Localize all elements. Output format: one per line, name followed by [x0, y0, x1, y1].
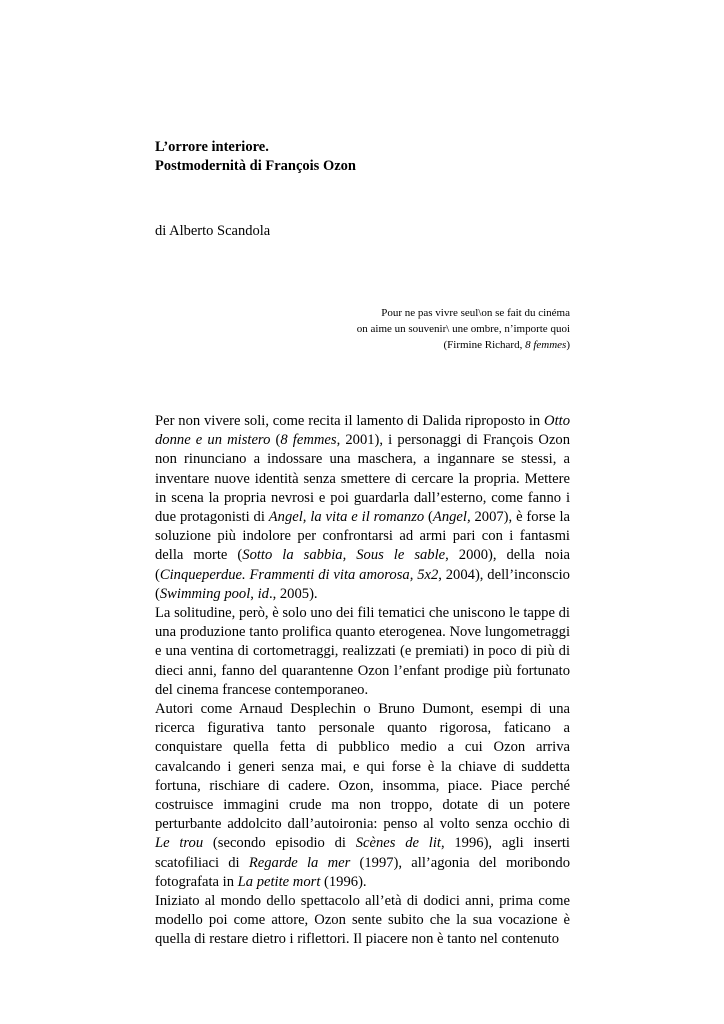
paragraph-text: , 2004), dell’inconscio (	[155, 566, 570, 602]
epigraph-line-1: Pour ne pas vivre seul\on se fait du cinéma	[381, 307, 570, 319]
paragraph-text: (1996).	[320, 873, 367, 890]
paragraph-text: Iniziato al mondo dello spettacolo all’età di dodici anni, prima come modello poi come attore, Ozon sente subito che la sua vocazione è quella di restare dietro i riflettori. Il piacere non è tanto nel contenuto	[155, 893, 570, 948]
italic-title-text: 8 femmes	[280, 432, 337, 449]
italic-title-text: Otto donne e un mistero	[155, 413, 570, 449]
article-title	[155, 138, 356, 176]
italic-title-text: Angel,	[432, 509, 471, 526]
italic-title-text: Regarde la mer	[248, 854, 351, 871]
epigraph-attribution-prefix: (Firmine Richard,	[443, 339, 526, 351]
title-line-1: L’orrore interiore.	[155, 139, 269, 155]
body-paragraph	[155, 700, 570, 892]
paragraph-text: Per non vivere soli, come recita il lamento di Dalida riproposto in	[155, 413, 545, 429]
italic-title-text: Swimming pool	[159, 585, 251, 602]
paragraph-text: (	[424, 509, 433, 526]
paragraph-text: ., 2005).	[268, 585, 318, 602]
paragraph-text: , 2000), della noia (	[155, 547, 571, 583]
body-paragraph	[155, 604, 570, 700]
italic-title-text: Sotto la sabbia, Sous le sable	[242, 547, 446, 564]
italic-title-text: Scènes de lit	[355, 835, 441, 852]
article-body	[155, 412, 570, 950]
italic-title-text: Cinqueperdue. Frammenti di vita amorosa, 5x2	[159, 566, 439, 583]
epigraph-attribution-suffix: )	[566, 339, 570, 351]
paragraph-text: , 2001), i personaggi di François Ozon non rinunciano a indossare una maschera, a ingannare se stessi, a inventare nuove identità senza smettere di cercare la propria. Mettere in scena la propria nevrosi e poi guardarla dall’esterno, come fanno i due protagonisti di	[155, 432, 571, 526]
paragraph-text: , 1996), agli inserti scatofiliaci di	[155, 835, 570, 871]
paragraph-text: (secondo episodio di	[203, 835, 356, 852]
epigraph-line-2: on aime un souvenir\ une ombre, n’importe quoi	[356, 323, 570, 335]
italic-title-text: Angel, la vita e il romanzo	[268, 509, 425, 526]
paragraph-text: 2007), è forse la soluzione più indolore per confrontarsi ad armi pari con i fantasmi della morte (	[155, 509, 570, 564]
paragraph-text: Autori come Arnaud Desplechin o Bruno Dumont, esempi di una ricerca figurativa tanto personale quanto rigorosa, faticano a conquistare quella fetta di pubblico medio a cui Ozon arriva cavalcando i generi senza mai, e qui forse è la chiave di suddetta fortuna, rischiare di cadere. Ozon, insomma, piace. Piace perché costruisce immagini crude ma non troppo, dotate di un potere perturbante addolcito dall’autoironia: penso al volto senza occhio di	[155, 701, 570, 833]
author-byline: di Alberto Scandola	[155, 223, 271, 239]
body-paragraph	[155, 892, 570, 950]
italic-title-text: id	[257, 585, 269, 602]
epigraph-attribution-film: 8 femmes	[525, 339, 567, 351]
paragraph-text: La solitudine, però, è solo uno dei fili tematici che uniscono le tappe di una produzione tanto prolifica quanto eterogenea. Nove lungometraggi e una ventina di cortometraggi, realizzati (e premiati) in poco di più di dieci anni, fanno del quarantenne Ozon l’enfant prodige più fortunato del cinema francese contemporaneo.	[155, 605, 570, 698]
italic-title-text: Le trou	[155, 835, 204, 852]
body-paragraph	[155, 412, 570, 604]
italic-title-text: La petite mort	[237, 873, 321, 890]
epigraph	[357, 305, 570, 353]
paragraph-text: ,	[250, 585, 258, 602]
title-line-2: Postmodernità di François Ozon	[155, 158, 356, 174]
paragraph-text: (	[270, 432, 281, 449]
epigraph-attribution	[357, 337, 570, 353]
paragraph-text: (1997), all’agonia del moribondo fotografata in	[155, 854, 570, 890]
